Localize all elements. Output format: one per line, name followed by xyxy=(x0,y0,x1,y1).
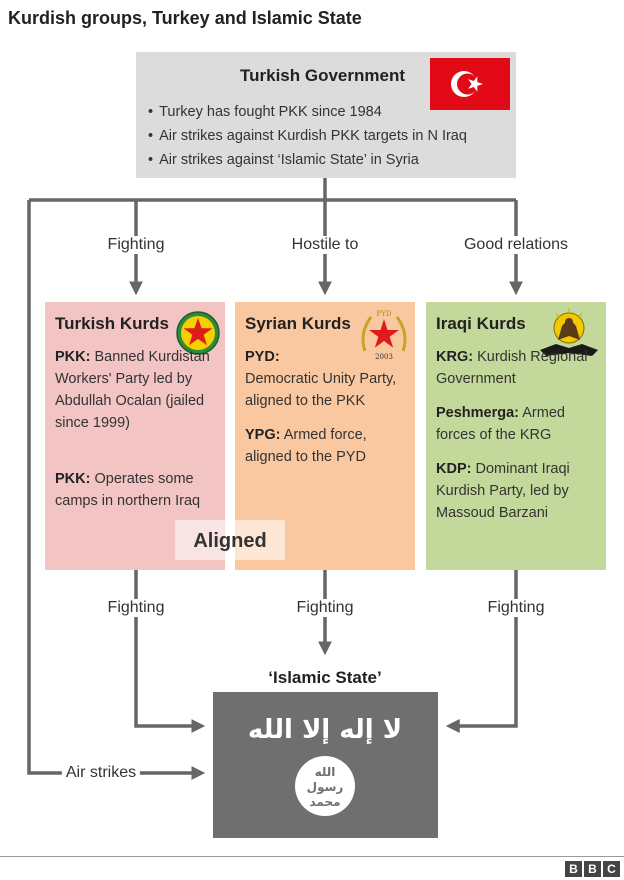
air-strikes-label: Air strikes xyxy=(62,764,140,782)
paragraph-key: PKK: xyxy=(55,471,91,487)
bullet-item: • Turkey has fought PKK since 1984 xyxy=(148,100,467,124)
iraqi-kurds-paragraph-2 xyxy=(436,402,600,446)
turkish-kurds-title: Turkish Kurds xyxy=(55,314,169,333)
bullet-item: • Air strikes against Kurdish PKK targets in N Iraq xyxy=(148,124,467,148)
paragraph-text: Dominant Iraqi Kurdish Party, led by Massoud Barzani xyxy=(436,461,570,521)
syrian-kurds-paragraph-2 xyxy=(245,424,409,468)
iraqi-kurds-title: Iraqi Kurds xyxy=(436,314,526,333)
turkish-government-box xyxy=(136,52,516,178)
pyd-emblem-year: 2003 xyxy=(375,353,393,361)
relation-label-turkish: Fighting xyxy=(104,236,169,254)
turkish-government-bullets xyxy=(148,100,467,172)
paragraph-key: PKK: xyxy=(55,349,91,365)
is-seal-line-2: رسول xyxy=(306,780,344,794)
syrian-kurds-paragraph-1 xyxy=(245,346,409,412)
fighting-label-syrian-kurds: Fighting xyxy=(293,599,358,617)
iraqi-kurds-box xyxy=(426,302,606,570)
paragraph-key: YPG: xyxy=(245,427,281,443)
turkish-kurds-paragraph-1 xyxy=(55,346,219,434)
is-flag-text: لا إله إلا الله xyxy=(247,715,403,745)
iraqi-kurds-paragraph-1 xyxy=(436,346,600,390)
fighting-label-iraqi-kurds: Fighting xyxy=(484,599,549,617)
bbc-logo-letter: B xyxy=(584,861,601,877)
relation-label-iraqi: Good relations xyxy=(460,236,572,254)
bbc-logo-letter: C xyxy=(603,861,620,877)
islamic-state-title: ‘Islamic State’ xyxy=(268,668,382,687)
paragraph-text: Armed force, aligned to the PYD xyxy=(245,427,367,465)
turkish-government-title: Turkish Government xyxy=(240,66,405,85)
page-title: Kurdish groups, Turkey and Islamic State xyxy=(8,8,362,28)
paragraph-text: Democratic Unity Party, aligned to the PKK xyxy=(245,371,397,409)
turkish-kurds-paragraph-2 xyxy=(55,468,219,512)
aligned-label: Aligned xyxy=(175,520,285,560)
paragraph-key: KRG: xyxy=(436,349,474,365)
is-seal-line-3: محمد xyxy=(309,795,341,809)
paragraph-key: PYD: xyxy=(245,349,280,365)
arrow-iraqi-kurds-to-is xyxy=(451,570,516,726)
paragraph-key: Peshmerga: xyxy=(436,405,520,421)
islamic-state-flag xyxy=(213,692,438,838)
relation-label-syrian: Hostile to xyxy=(288,236,363,254)
bbc-logo xyxy=(563,860,620,878)
syrian-kurds-title: Syrian Kurds xyxy=(245,314,351,333)
paragraph-text: Banned Kurdistan Workers' Party led by Abdullah Ocalan (jailed since 1999) xyxy=(55,349,210,431)
bullet-item: • Air strikes against ‘Islamic State’ in Syria xyxy=(148,148,467,172)
arrow-turkish-kurds-to-is xyxy=(136,570,200,726)
paragraph-key: KDP: xyxy=(436,461,472,477)
paragraph-text: Operates some camps in northern Iraq xyxy=(55,471,201,509)
pyd-emblem-text: PYD xyxy=(376,310,392,318)
bbc-logo-letter: B xyxy=(565,861,582,877)
turkey-flag-icon xyxy=(430,58,510,110)
iraqi-kurds-paragraph-3 xyxy=(436,458,600,524)
fighting-label-turkish-kurds: Fighting xyxy=(104,599,169,617)
footer-divider xyxy=(0,856,624,857)
paragraph-text: Armed forces of the KRG xyxy=(436,405,565,443)
is-seal-line-1: الله xyxy=(314,765,336,779)
paragraph-text: Kurdish Regional Government xyxy=(436,349,588,387)
